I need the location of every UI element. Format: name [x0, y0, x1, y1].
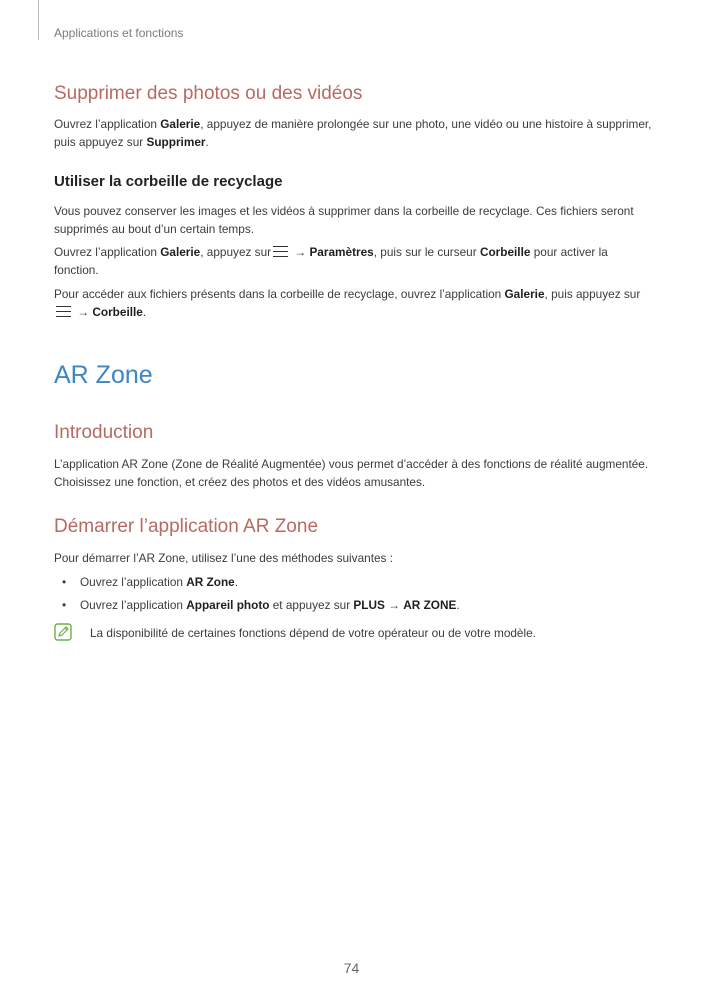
list-item: • Ouvrez l’application Appareil photo et appuyez sur PLUS → AR ZONE. — [54, 596, 460, 619]
heading-recycle-bin: Utiliser la corbeille de recyclage — [54, 173, 283, 190]
heading-introduction: Introduction — [54, 422, 154, 443]
heading-delete-media: Supprimer des photos ou des vidéos — [54, 83, 363, 104]
note-icon — [54, 623, 72, 641]
heading-start-ar-zone: Démarrer l’application AR Zone — [54, 516, 319, 537]
paragraph-start-methods: Pour démarrer l’AR Zone, utilisez l’une des méthodes suivantes : — [54, 551, 393, 565]
running-header: Applications et fonctions — [54, 26, 184, 40]
paragraph-introduction: L’application AR Zone (Zone de Réalité Augmentée) vous permet d’accéder à des fonctions de réalité augmentée. Choisissez une fonction, et créez des photos et des vidéos amusantes. — [54, 457, 649, 489]
note-text: La disponibilité de certaines fonctions dépend de votre opérateur ou de votre modèle. — [90, 626, 536, 640]
paragraph-delete-media: Ouvrez l’application Galerie, appuyez de manière prolongée sur une photo, une vidéo ou une histoire à supprimer, puis appuyez sur Supprimer. — [54, 117, 652, 149]
page-number: 74 — [343, 960, 360, 976]
menu-icon — [273, 246, 288, 257]
list-item: • Ouvrez l’application AR Zone. — [54, 573, 460, 596]
paragraph-recycle-access: Pour accéder aux fichiers présents dans la corbeille de recyclage, ouvrez l’application Galerie, puis appuyez sur → Corbeille. — [54, 287, 641, 319]
margin-rule — [38, 0, 39, 40]
menu-icon — [56, 306, 71, 317]
paragraph-recycle-enable: Ouvrez l’application Galerie, appuyez sur → Paramètres, puis sur le curseur Corbeille pour activer la fonction. — [54, 245, 608, 277]
paragraph-recycle-intro: Vous pouvez conserver les images et les vidéos à supprimer dans la corbeille de recyclage. Ces fichiers seront supprimés au bout d’un certain temps. — [54, 204, 634, 236]
method-list — [54, 573, 460, 619]
chapter-title-ar-zone: AR Zone — [54, 361, 153, 389]
